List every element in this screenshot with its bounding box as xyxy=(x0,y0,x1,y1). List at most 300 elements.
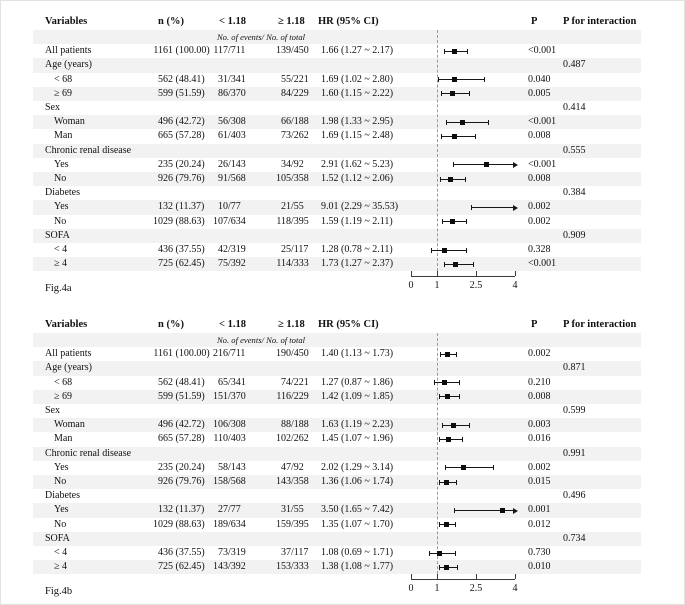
p-value: <0.001 xyxy=(528,258,557,270)
variable-label: < 68 xyxy=(54,376,73,388)
ci-cap-right xyxy=(466,248,467,253)
cell-rest: /634 xyxy=(228,518,246,530)
cell-rest: /319 xyxy=(228,547,246,558)
events-lt-numerator: 10 xyxy=(218,201,228,213)
x-axis-tick-label: 4 xyxy=(512,583,518,594)
events-ge-numerator: 153 xyxy=(276,561,291,573)
events-ge-numerator: 159 xyxy=(276,518,291,530)
cell-rest: (57.28) xyxy=(173,433,205,445)
figure-label: Fig.4b xyxy=(45,586,73,597)
cell-rest: /711 xyxy=(228,348,246,360)
ci-cap-left xyxy=(440,352,441,357)
ci-cap-right xyxy=(459,380,460,385)
cell-rest: /262 xyxy=(291,130,309,142)
ci-cap-right xyxy=(466,219,467,224)
ci-cap-right xyxy=(484,77,485,82)
col-header-lt-cutoff: < 1.18 xyxy=(219,16,246,27)
n-count: 725 xyxy=(158,258,173,270)
cell-rest: (42.72) xyxy=(173,419,205,431)
cell-rest: /262 xyxy=(291,433,309,445)
ci-cap-left xyxy=(441,134,442,139)
cell-rest: /333 xyxy=(291,561,309,573)
ci-cap-right xyxy=(455,522,456,527)
cell-rest: (11.37) xyxy=(173,201,205,213)
hr-point-marker xyxy=(461,465,466,470)
n-count: 496 xyxy=(158,116,173,128)
events-lt-numerator: 26 xyxy=(218,158,228,170)
hr-point-marker xyxy=(446,437,451,442)
variable-label: ≥ 4 xyxy=(54,258,67,270)
events-lt-numerator: 86 xyxy=(218,87,228,99)
variable-label: No xyxy=(54,173,67,184)
p-interaction-value: 0.734 xyxy=(563,532,586,544)
group-label: SOFA xyxy=(45,532,70,544)
group-label: SOFA xyxy=(45,229,70,241)
variable-label: Yes xyxy=(54,158,69,170)
ci-cap-right xyxy=(456,480,457,485)
variable-label: All patients xyxy=(45,348,92,360)
hr-ci-text: 9.01 (2.29 ~ 35.53) xyxy=(321,201,399,213)
n-count: 926 xyxy=(158,476,173,487)
n-count: 436 xyxy=(158,244,173,255)
events-lt-numerator: 143 xyxy=(213,561,228,573)
hr-point-marker xyxy=(450,91,455,96)
variable-label: Man xyxy=(54,433,73,445)
ci-arrow-right xyxy=(513,508,518,514)
ci-cap-left xyxy=(471,205,472,210)
ci-cap-right xyxy=(475,134,476,139)
p-interaction-value: 0.991 xyxy=(563,447,586,459)
x-axis-tick-label: 0 xyxy=(408,280,414,291)
events-lt-numerator: 75 xyxy=(218,258,228,270)
events-lt-numerator: 31 xyxy=(218,73,228,85)
events-lt-numerator: 56 xyxy=(218,116,228,128)
ci-cap-left xyxy=(453,162,454,167)
events-ge-numerator: 114 xyxy=(276,258,291,270)
cell-rest: (88.63) xyxy=(173,215,205,227)
cell-rest: (37.55) xyxy=(173,244,205,255)
p-value: 0.002 xyxy=(528,461,551,473)
group-label: Diabetes xyxy=(45,187,80,199)
hr-point-marker xyxy=(445,394,450,399)
reference-line xyxy=(437,333,438,579)
group-label: Chronic renal disease xyxy=(45,447,132,459)
col-header-p: P xyxy=(531,319,538,330)
hr-point-marker xyxy=(442,248,447,253)
events-lt-numerator: 151 xyxy=(213,390,228,402)
cell-rest: (79.76) xyxy=(173,476,205,487)
cell-rest: /188 xyxy=(291,116,309,128)
p-interaction-value: 0.414 xyxy=(563,102,586,113)
hr-point-marker xyxy=(437,551,442,556)
hr-ci-text: 1.73 (1.27 ~ 2.37) xyxy=(321,258,394,270)
ci-cap-left xyxy=(445,465,446,470)
p-interaction-value: 0.871 xyxy=(563,362,586,374)
hr-point-marker xyxy=(452,49,457,54)
hr-ci-text: 2.91 (1.62 ~ 5.23) xyxy=(321,158,394,170)
variable-label: All patients xyxy=(45,45,92,57)
n-count: 725 xyxy=(158,561,173,573)
variable-label: Yes xyxy=(54,504,69,516)
x-axis-tick xyxy=(411,574,412,579)
cell-rest: (100.00) xyxy=(173,45,210,57)
hr-ci-text: 1.59 (1.19 ~ 2.11) xyxy=(321,215,393,227)
hr-ci-text: 1.40 (1.13 ~ 1.73) xyxy=(321,348,394,360)
x-axis-tick xyxy=(437,574,438,579)
hr-ci-text: 1.69 (1.02 ~ 2.80) xyxy=(321,73,394,85)
hr-ci-text: 2.02 (1.29 ~ 3.14) xyxy=(321,461,394,473)
cell-rest: /403 xyxy=(228,433,246,445)
events-lt-numerator: 58 xyxy=(218,461,228,473)
cell-rest: /395 xyxy=(291,518,309,530)
hr-ci-text: 1.28 (0.78 ~ 2.11) xyxy=(321,244,393,255)
events-ge-numerator: 37 xyxy=(281,547,291,558)
ci-cap-left xyxy=(442,219,443,224)
hr-ci-text: 3.50 (1.65 ~ 7.42) xyxy=(321,504,394,516)
variable-label: ≥ 69 xyxy=(54,87,72,99)
events-lt-numerator: 216 xyxy=(213,348,228,360)
x-axis-tick-label: 0 xyxy=(408,583,414,594)
cell-rest: /358 xyxy=(291,173,309,184)
hr-ci-text: 1.36 (1.06 ~ 1.74) xyxy=(321,476,394,487)
hr-ci-text: 1.60 (1.15 ~ 2.22) xyxy=(321,87,394,99)
cell-rest: (20.24) xyxy=(173,461,205,473)
hr-point-marker xyxy=(453,262,458,267)
cell-rest: (48.41) xyxy=(173,376,205,388)
cell-rest: /341 xyxy=(228,376,246,388)
cell-rest: /221 xyxy=(291,376,309,388)
cell-rest: (57.28) xyxy=(173,130,205,142)
ci-cap-left xyxy=(434,380,435,385)
ci-arrow-right xyxy=(513,162,518,168)
cell-rest: /341 xyxy=(228,73,246,85)
variable-label: No xyxy=(54,215,67,227)
x-axis-tick xyxy=(476,574,477,579)
cell-rest: (79.76) xyxy=(173,173,205,184)
events-lt-numerator: 117 xyxy=(213,45,228,57)
n-count: 235 xyxy=(158,158,173,170)
n-count: 132 xyxy=(158,201,173,213)
n-count: 665 xyxy=(158,433,173,445)
ci-cap-right xyxy=(467,49,468,54)
variable-label: < 4 xyxy=(54,244,68,255)
events-ge-numerator: 139 xyxy=(276,45,291,57)
col-header-lt-cutoff: < 1.18 xyxy=(219,319,246,330)
col-header-n-pct: n (%) xyxy=(158,16,184,27)
p-interaction-value: 0.555 xyxy=(563,144,586,156)
n-count: 1029 xyxy=(153,518,173,530)
ci-cap-right xyxy=(456,352,457,357)
n-count: 1029 xyxy=(153,215,173,227)
hr-point-marker xyxy=(452,77,457,82)
ci-cap-left xyxy=(439,394,440,399)
p-value: <0.001 xyxy=(528,116,557,128)
cell-rest: (48.41) xyxy=(173,73,205,85)
events-lt-numerator: 27 xyxy=(218,504,228,516)
events-ge-numerator: 31 xyxy=(281,504,291,516)
hr-point-marker xyxy=(450,219,455,224)
variable-label: < 4 xyxy=(54,547,68,558)
events-ge-numerator: 25 xyxy=(281,244,291,255)
ci-cap-right xyxy=(457,565,458,570)
events-ge-numerator: 73 xyxy=(281,130,291,142)
ci-cap-left xyxy=(429,551,430,556)
cell-rest: /450 xyxy=(291,348,309,360)
ci-line xyxy=(438,79,484,80)
ci-cap-left xyxy=(446,120,447,125)
col-header-ge-cutoff: ≥ 1.18 xyxy=(278,319,305,330)
hr-ci-text: 1.45 (1.07 ~ 1.96) xyxy=(321,433,394,445)
ci-cap-left xyxy=(431,248,432,253)
group-label: Sex xyxy=(45,405,60,416)
ci-cap-right xyxy=(459,394,460,399)
cell-rest: (37.55) xyxy=(173,547,205,558)
p-value: 0.003 xyxy=(528,419,551,431)
cell-rest: (62.45) xyxy=(173,561,205,573)
x-axis-tick-label: 4 xyxy=(512,280,518,291)
group-label: Age (years) xyxy=(45,59,92,71)
cell-rest: /308 xyxy=(228,116,246,128)
p-value: <0.001 xyxy=(528,158,557,170)
events-subheader-label: No. of events/ No. of total xyxy=(216,335,306,345)
events-lt-numerator: 91 xyxy=(218,173,228,184)
cell-rest: /308 xyxy=(228,419,246,431)
events-ge-numerator: 66 xyxy=(281,116,291,128)
ci-cap-right xyxy=(493,465,494,470)
n-count: 599 xyxy=(158,390,173,402)
col-header-p-interaction: P for interaction xyxy=(563,319,637,330)
events-ge-numerator: 105 xyxy=(276,173,291,184)
ci-cap-right xyxy=(469,423,470,428)
col-header-variables: Variables xyxy=(45,16,88,27)
group-label: Sex xyxy=(45,102,60,113)
ci-line xyxy=(429,553,456,554)
p-value: 0.001 xyxy=(528,504,551,516)
variable-label: ≥ 69 xyxy=(54,390,72,402)
cell-rest: /711 xyxy=(228,45,246,57)
cell-rest: /403 xyxy=(228,130,246,142)
variable-label: < 68 xyxy=(54,73,73,85)
n-count: 926 xyxy=(158,173,173,184)
cell-rest: /370 xyxy=(228,390,246,402)
events-ge-numerator: 143 xyxy=(276,476,291,487)
cell-rest: /221 xyxy=(291,73,309,85)
cell-rest: /92 xyxy=(291,461,304,473)
cell-rest: /77 xyxy=(228,201,241,213)
p-value: 0.005 xyxy=(528,87,551,99)
events-ge-numerator: 47 xyxy=(281,461,291,473)
cell-rest: /188 xyxy=(291,419,309,431)
p-value: 0.040 xyxy=(528,73,551,85)
events-lt-numerator: 61 xyxy=(218,130,228,142)
n-count: 562 xyxy=(158,376,173,388)
hr-point-marker xyxy=(442,380,447,385)
cell-rest: /117 xyxy=(291,547,309,558)
cell-rest: (20.24) xyxy=(173,158,205,170)
p-value: <0.001 xyxy=(528,45,557,57)
variable-label: Woman xyxy=(54,116,85,128)
n-count: 562 xyxy=(158,73,173,85)
variable-label: Yes xyxy=(54,201,69,213)
ci-line xyxy=(445,467,493,468)
col-header-p: P xyxy=(531,16,538,27)
hr-ci-text: 1.38 (1.08 ~ 1.77) xyxy=(321,561,394,573)
cell-rest: /229 xyxy=(291,87,309,99)
events-ge-numerator: 55 xyxy=(281,73,291,85)
ci-cap-left xyxy=(444,49,445,54)
ci-cap-right xyxy=(469,91,470,96)
cell-rest: (51.59) xyxy=(173,390,205,402)
n-count: 132 xyxy=(158,504,173,516)
n-count: 436 xyxy=(158,547,173,558)
x-axis-tick-label: 1 xyxy=(434,280,440,291)
n-count: 1161 xyxy=(153,348,173,360)
events-ge-numerator: 21 xyxy=(281,201,291,213)
events-subheader-label: No. of events/ No. of total xyxy=(216,32,306,42)
variable-label: ≥ 4 xyxy=(54,561,67,573)
cell-rest: /333 xyxy=(291,258,309,270)
cell-rest: /143 xyxy=(228,461,246,473)
p-interaction-value: 0.487 xyxy=(563,59,586,71)
hr-ci-text: 1.98 (1.33 ~ 2.95) xyxy=(321,116,394,128)
p-value: 0.008 xyxy=(528,173,551,184)
p-value: 0.002 xyxy=(528,201,551,213)
p-interaction-value: 0.496 xyxy=(563,490,586,502)
cell-rest: /395 xyxy=(291,215,309,227)
x-axis-line xyxy=(411,276,515,277)
ci-cap-right xyxy=(488,120,489,125)
events-ge-numerator: 88 xyxy=(281,419,291,431)
hr-point-marker xyxy=(451,423,456,428)
hr-point-marker xyxy=(500,508,505,513)
cell-rest: /392 xyxy=(228,561,246,573)
col-header-ge-cutoff: ≥ 1.18 xyxy=(278,16,305,27)
ci-cap-right xyxy=(455,551,456,556)
events-ge-numerator: 190 xyxy=(276,348,291,360)
x-axis-tick xyxy=(515,574,516,579)
ci-cap-right xyxy=(473,262,474,267)
hr-ci-text: 1.66 (1.27 ~ 2.17) xyxy=(321,45,394,57)
cell-rest: /568 xyxy=(228,173,246,184)
p-value: 0.002 xyxy=(528,215,551,227)
p-value: 0.008 xyxy=(528,390,551,402)
p-interaction-value: 0.599 xyxy=(563,405,586,416)
events-ge-numerator: 74 xyxy=(281,376,291,388)
p-value: 0.016 xyxy=(528,433,551,445)
n-count: 665 xyxy=(158,130,173,142)
ci-cap-left xyxy=(439,522,440,527)
reference-line xyxy=(437,30,438,276)
n-count: 496 xyxy=(158,419,173,431)
cell-rest: (42.72) xyxy=(173,116,205,128)
ci-cap-left xyxy=(440,177,441,182)
p-interaction-value: 0.384 xyxy=(563,187,586,199)
cell-rest: (11.37) xyxy=(173,504,205,516)
x-axis-tick xyxy=(476,271,477,276)
p-value: 0.015 xyxy=(528,476,551,487)
ci-line xyxy=(446,122,488,123)
p-interaction-value: 0.909 xyxy=(563,229,586,241)
events-lt-numerator: 158 xyxy=(213,476,228,487)
hr-ci-text: 1.27 (0.87 ~ 1.86) xyxy=(321,376,394,388)
variable-label: Man xyxy=(54,130,73,142)
events-lt-numerator: 65 xyxy=(218,376,228,388)
p-value: 0.008 xyxy=(528,130,551,142)
x-axis-tick xyxy=(437,271,438,276)
cell-rest: /358 xyxy=(291,476,309,487)
ci-cap-left xyxy=(438,77,439,82)
p-value: 0.012 xyxy=(528,518,551,530)
cell-rest: /143 xyxy=(228,158,246,170)
cell-rest: /117 xyxy=(291,244,309,255)
cell-rest: /77 xyxy=(228,504,241,516)
events-ge-numerator: 102 xyxy=(276,433,291,445)
x-axis-tick-label: 1 xyxy=(434,583,440,594)
events-ge-numerator: 116 xyxy=(276,390,291,402)
hr-point-marker xyxy=(445,352,450,357)
forest-plot-area xyxy=(1,30,685,298)
hr-point-marker xyxy=(444,480,449,485)
col-header-n-pct: n (%) xyxy=(158,319,184,330)
cell-rest: /568 xyxy=(228,476,246,487)
hr-ci-text: 1.52 (1.12 ~ 2.06) xyxy=(321,173,394,184)
ci-cap-left xyxy=(441,91,442,96)
hr-ci-text: 1.35 (1.07 ~ 1.70) xyxy=(321,518,394,530)
ci-cap-left xyxy=(444,262,445,267)
ci-line xyxy=(471,207,513,208)
col-header-hr-ci: HR (95% CI) xyxy=(318,319,379,330)
x-axis-tick-label: 2.5 xyxy=(469,583,483,594)
ci-cap-left xyxy=(454,508,455,513)
cell-rest: /55 xyxy=(291,504,304,516)
hr-point-marker xyxy=(484,162,489,167)
cell-rest: /55 xyxy=(291,201,304,213)
hr-ci-text: 1.42 (1.09 ~ 1.85) xyxy=(321,390,394,402)
hr-point-marker xyxy=(448,177,453,182)
ci-line xyxy=(431,250,466,251)
events-ge-numerator: 84 xyxy=(281,87,291,99)
figure-label: Fig.4a xyxy=(45,283,72,294)
cell-rest: /319 xyxy=(228,244,246,255)
hr-point-marker xyxy=(452,134,457,139)
x-axis-line xyxy=(411,579,515,580)
cell-rest: (51.59) xyxy=(173,87,205,99)
col-header-variables: Variables xyxy=(45,319,88,330)
forest-plot-area xyxy=(1,333,685,601)
p-value: 0.210 xyxy=(528,376,551,388)
cell-rest: /450 xyxy=(291,45,309,57)
ci-cap-left xyxy=(442,423,443,428)
col-header-p-interaction: P for interaction xyxy=(563,16,637,27)
cell-rest: (100.00) xyxy=(173,348,210,360)
hr-ci-text: 1.63 (1.19 ~ 2.23) xyxy=(321,419,394,431)
cell-rest: (62.45) xyxy=(173,258,205,270)
variable-label: No xyxy=(54,518,67,530)
group-label: Chronic renal disease xyxy=(45,144,132,156)
cell-rest: /634 xyxy=(228,215,246,227)
group-label: Age (years) xyxy=(45,362,92,374)
hr-point-marker xyxy=(460,120,465,125)
events-lt-numerator: 42 xyxy=(218,244,228,255)
group-label: Diabetes xyxy=(45,490,80,502)
ci-cap-left xyxy=(439,437,440,442)
ci-line xyxy=(453,164,513,165)
col-header-hr-ci: HR (95% CI) xyxy=(318,16,379,27)
ci-line xyxy=(441,136,476,137)
variable-label: Woman xyxy=(54,419,85,431)
p-value: 0.730 xyxy=(528,547,551,558)
cell-rest: /229 xyxy=(291,390,309,402)
